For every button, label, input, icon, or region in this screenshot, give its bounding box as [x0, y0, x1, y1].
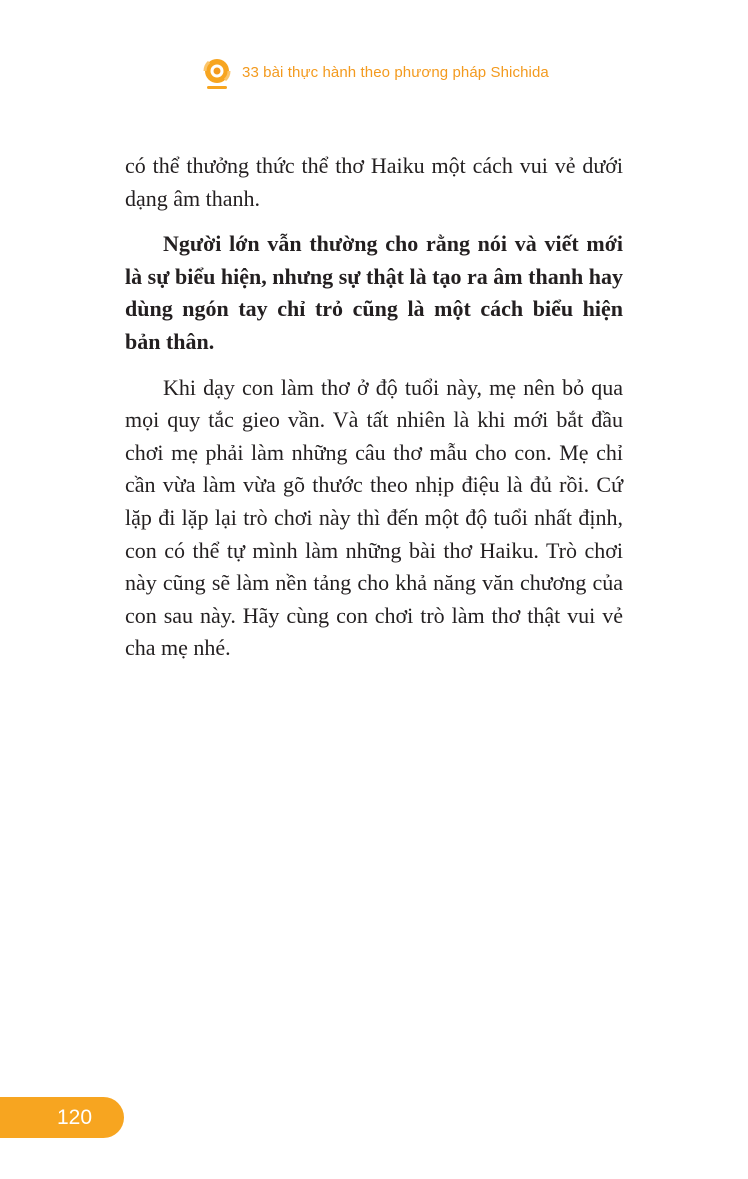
- paragraph-continuation: có thể thưởng thức thể thơ Haiku một cách vui vẻ dưới dạng âm thanh.: [125, 153, 623, 211]
- header-title: 33 bài thực hành theo phương pháp Shichida: [242, 63, 549, 81]
- page-number: 120: [57, 1105, 93, 1129]
- body-text: [125, 150, 623, 665]
- paragraph-body: Khi dạy con làm thơ ở độ tuổi này, mẹ nên bỏ qua mọi quy tắc gieo vần. Và tất nhiên là khi mới bắt đầu chơi mẹ phải làm những câu thơ mẫu cho con. Mẹ chỉ cần vừa làm vừa gõ thước theo nhịp điệu là đủ rồi. Cứ lặp đi lặp lại trò chơi này thì đến một độ tuổi nhất định, con có thể tự mình làm những bài thơ Haiku. Trò chơi này cũng sẽ làm nền tảng cho khả năng văn chương của con sau này. Hãy cùng con chơi trò làm thơ thật vui vẻ cha mẹ nhé.: [125, 374, 623, 661]
- running-header: [200, 54, 549, 94]
- sunflower-logo-icon: [200, 55, 234, 93]
- paragraph-bold-emphasis: Người lớn vẫn thường cho rằng nói và viết mới là sự biểu hiện, nhưng sự thật là tạo ra âm thanh hay dùng ngón tay chỉ trỏ cũng là một cách biểu hiện bản thân.: [125, 231, 623, 354]
- page-number-tab: [0, 1097, 124, 1138]
